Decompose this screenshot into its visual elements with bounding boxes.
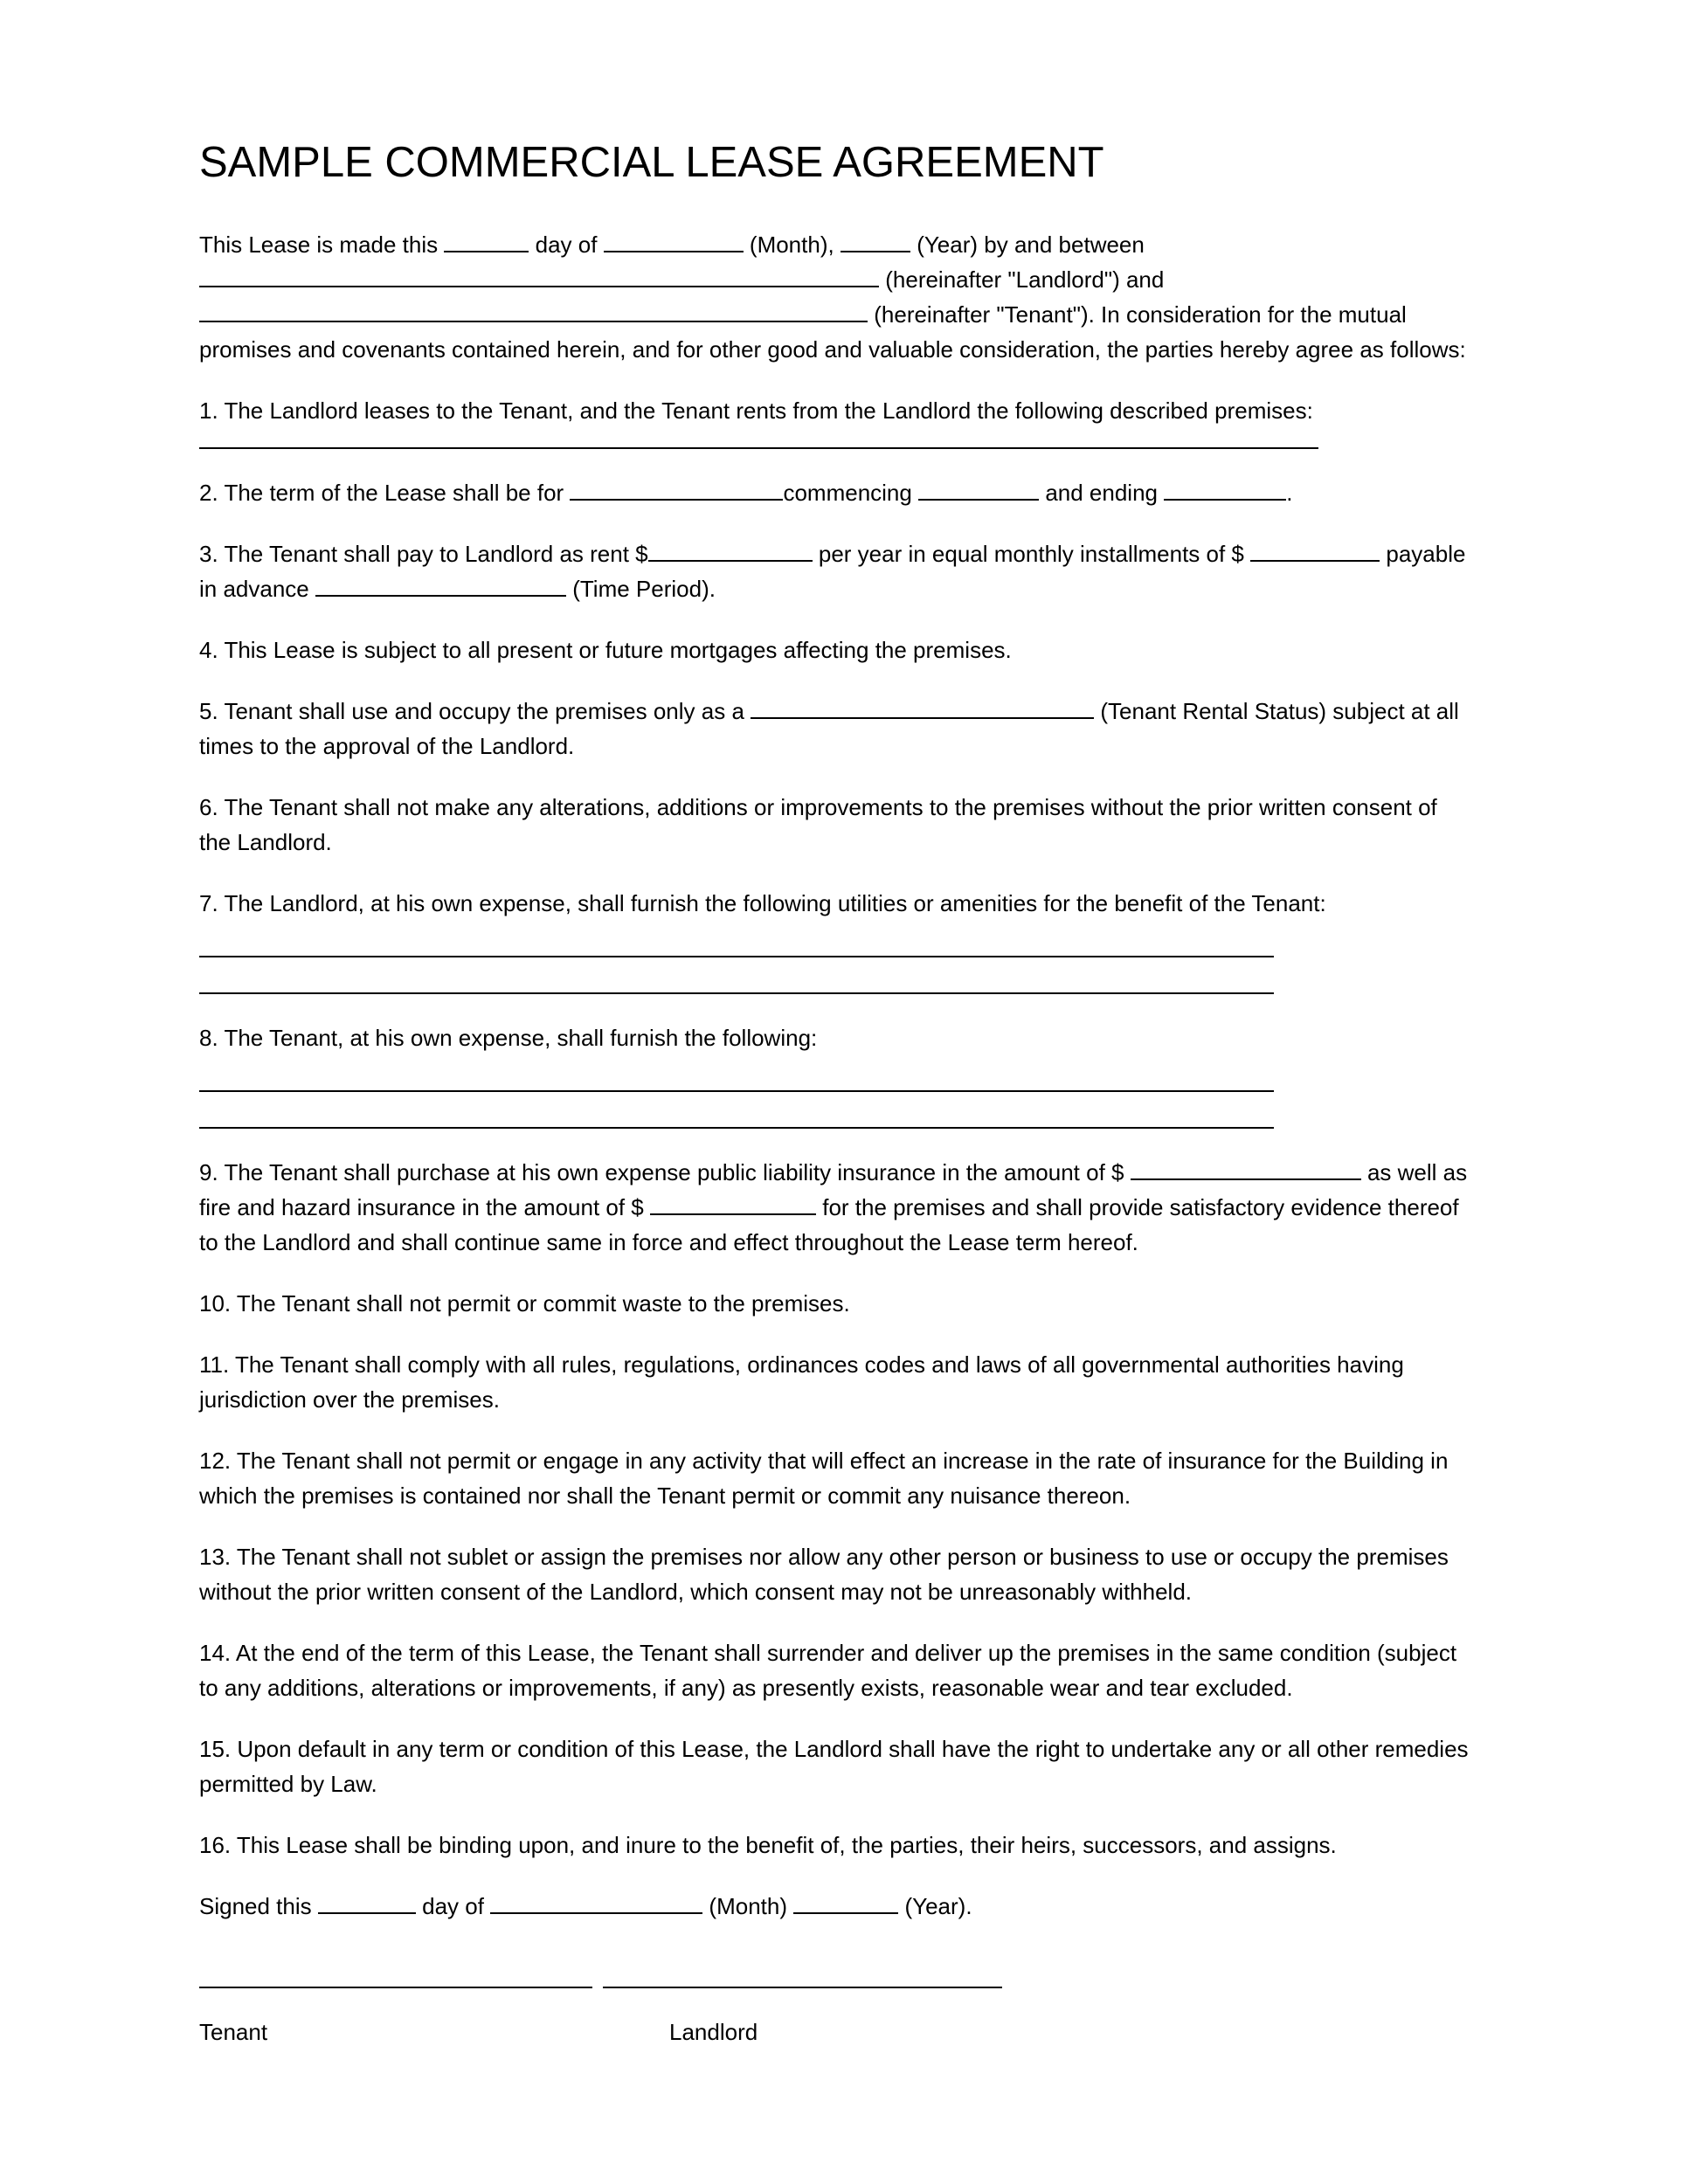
clause-9 [199, 1155, 1471, 1260]
clause-15: 15. Upon default in any term or condition of this Lease, the Landlord shall have the right to undertake any or all other remedies permitted by Law. [199, 1736, 1469, 1797]
annual-rent-blank [648, 543, 813, 562]
clause-2 [199, 475, 1471, 510]
clause-12: 12. The Tenant shall not permit or engage in any activity that will effect an increase in the rate of insurance for the Building in which the premises is contained nor shall the Tenant permit or commit any nuisance thereon. [199, 1448, 1449, 1509]
tenant-name-blank [199, 303, 868, 322]
document-title: SAMPLE COMMERCIAL LEASE AGREEMENT [199, 139, 1104, 186]
clause-8 [199, 1020, 1471, 1129]
clause-2-text-1: 2. The term of the Lease shall be for [199, 480, 564, 506]
fire-hazard-insurance-amount-blank [650, 1196, 816, 1215]
commencement-date-blank [918, 481, 1039, 501]
premises-description-line [199, 447, 1318, 449]
year-blank [841, 233, 910, 252]
landlord-signature-line [603, 1987, 1002, 1988]
clause-4: 4. This Lease is subject to all present or future mortgages affecting the premises. [199, 637, 1012, 663]
signed-text-3: (Month) [709, 1893, 787, 1919]
clause-3 [199, 536, 1471, 606]
clause-14: 14. At the end of the term of this Lease, the Tenant shall surrender and deliver up the premises in the same condition (subject to any additions, alterations or improvements, if any) as presently exists, reasonable wear and tear excluded. [199, 1640, 1457, 1701]
clause-6: 6. The Tenant shall not make any alterations, additions or improvements to the premises without the prior written consent of the Landlord. [199, 794, 1437, 855]
clause-5 [199, 694, 1471, 764]
clause-11: 11. The Tenant shall comply with all rules, regulations, ordinances codes and laws of all governmental authorities having jurisdiction over the premises. [199, 1351, 1404, 1413]
rental-status-blank [751, 700, 1094, 719]
clause-8-text: 8. The Tenant, at his own expense, shall furnish the following: [199, 1025, 818, 1051]
signed-text-2: day of [422, 1893, 484, 1919]
clause-3-text-2: per year in equal monthly installments of $ [818, 541, 1244, 567]
intro-text-5: (hereinafter "Landlord") and [885, 266, 1165, 293]
monthly-installment-blank [1250, 543, 1380, 562]
tenant-label: Tenant [199, 2019, 268, 2045]
tenant-furnish-line-2 [199, 1127, 1274, 1129]
tenant-signature-line [199, 1987, 592, 1988]
signed-day-blank [318, 1895, 416, 1914]
clause-3-text-1: 3. The Tenant shall pay to Landlord as rent $ [199, 541, 648, 567]
utilities-line-2 [199, 992, 1274, 994]
clause-9-text-1: 9. The Tenant shall purchase at his own expense public liability insurance in the amount of $ [199, 1159, 1124, 1185]
intro-text-4: (Year) by and between [917, 232, 1145, 258]
clause-2-text-2: commencing [783, 480, 912, 506]
day-blank [444, 233, 529, 252]
payment-period-blank [315, 577, 566, 597]
tenant-furnish-line-1 [199, 1090, 1274, 1092]
clause-10: 10. The Tenant shall not permit or commit waste to the premises. [199, 1290, 850, 1317]
signed-statement [199, 1889, 1471, 1924]
clause-5-text-2: (Tenant Rental Status) subject at all times to the approval of the Landlord. [199, 698, 1459, 759]
utilities-line-1 [199, 956, 1274, 957]
intro-paragraph [199, 227, 1471, 367]
liability-insurance-amount-blank [1131, 1161, 1361, 1180]
signature-lines [199, 1987, 1471, 1988]
clause-9-text-3: for the premises and shall provide satisfactory evidence thereof to the Landlord and shall continue same in force and effect throughout the Lease term hereof. [199, 1194, 1459, 1255]
lease-term-blank [570, 481, 783, 501]
intro-text-1: This Lease is made this [199, 232, 439, 258]
clause-2-text-4: . [1286, 480, 1293, 506]
clause-3-text-3: payable in advance [199, 541, 1466, 602]
clause-16: 16. This Lease shall be binding upon, and inure to the benefit of, the parties, their heirs, successors, and assigns. [199, 1832, 1337, 1858]
intro-text-6: (hereinafter "Tenant"). In consideration for the mutual promises and covenants contained herein, and for other good and valuable consideration, the parties hereby agree as follows: [199, 301, 1466, 363]
clause-13: 13. The Tenant shall not sublet or assign the premises nor allow any other person or business to use or occupy the premises without the prior written consent of the Landlord, which consent may not be unreasonably withheld. [199, 1544, 1449, 1605]
clause-1 [199, 393, 1471, 449]
signed-text-1: Signed this [199, 1893, 312, 1919]
clause-1-text: 1. The Landlord leases to the Tenant, and the Tenant rents from the Landlord the following described premises: [199, 397, 1313, 424]
signed-year-blank [793, 1895, 898, 1914]
landlord-label: Landlord [669, 2019, 758, 2045]
end-date-blank [1164, 481, 1286, 501]
clause-7 [199, 886, 1471, 994]
signed-text-4: (Year). [904, 1893, 972, 1919]
clause-9-text-2: as well as fire and hazard insurance in the amount of $ [199, 1159, 1468, 1220]
signed-month-blank [490, 1895, 702, 1914]
clause-3-text-4: (Time Period). [572, 576, 716, 602]
clause-5-text-1: 5. Tenant shall use and occupy the premises only as a [199, 698, 744, 724]
month-blank [604, 233, 744, 252]
landlord-name-blank [199, 268, 879, 287]
intro-text-2: day of [535, 232, 598, 258]
clause-2-text-3: and ending [1045, 480, 1159, 506]
signature-labels [199, 2015, 1471, 2049]
clause-7-text: 7. The Landlord, at his own expense, shall furnish the following utilities or amenities for the benefit of the Tenant: [199, 890, 1326, 916]
intro-text-3: (Month), [749, 232, 834, 258]
